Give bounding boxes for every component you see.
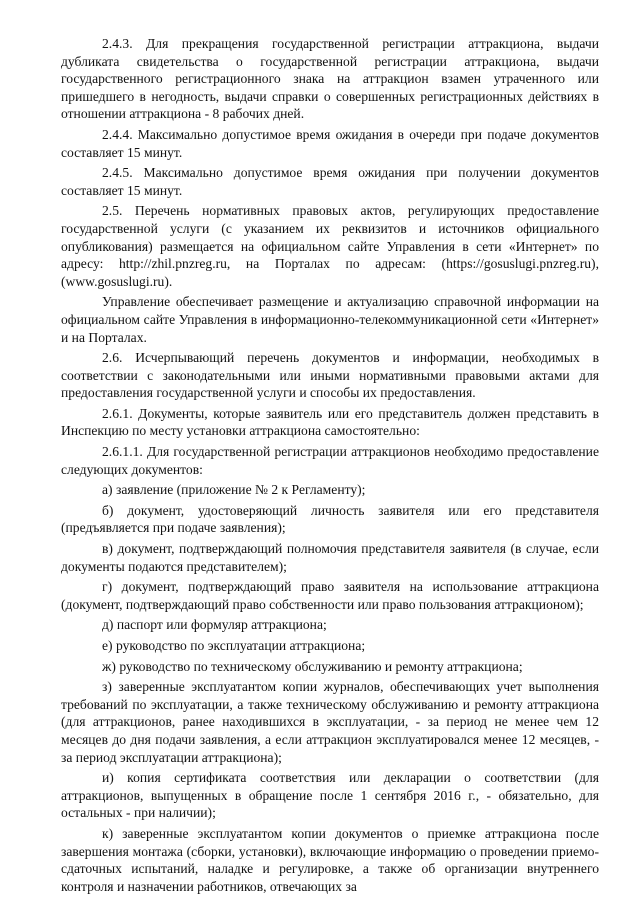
- list-item-zh: ж) руководство по техническому обслуживанию и ремонту аттракциона;: [102, 658, 523, 674]
- paragraph-2-6-1-1: 2.6.1.1. Для государственной регистрации аттракционов необходимо предоставление следующих документов:: [61, 444, 599, 477]
- list-item-g: г) документ, подтверждающий право заявителя на использование аттракциона (документ, подтверждающий право собственности или право пользования аттракционом);: [61, 579, 599, 612]
- paragraph-2-5: 2.5. Перечень нормативных правовых актов, регулирующих предоставление государственной услуги (с указанием их реквизитов и источников официального опубликования) размещается на официальном сайте Управления в сети «Интернет» по адресу: http://zhil.pnzreg.ru, на Порталах по адресам: (https://gosuslugi.pnzreg.ru), (www.gosuslugi.ru).: [61, 203, 599, 289]
- paragraph-2-4-5: 2.4.5. Максимально допустимое время ожидания при получении документов составляет 15 минут.: [61, 165, 599, 198]
- paragraph-management-info: Управление обеспечивает размещение и актуализацию справочной информации на официальном сайте Управления в информационно-телекоммуникационной сети «Интернет» и на Порталах.: [61, 294, 599, 345]
- list-item-d: д) паспорт или формуляр аттракциона;: [102, 617, 327, 633]
- list-item-z: з) заверенные эксплуатантом копии журналов, обеспечивающих учет выполнения требований по эксплуатации, а также техническому обслуживанию и ремонту аттракциона (для аттракционов, ранее находившихся в эксплуатации, - за период не менее чем 12 месяцев до дня подачи заявления, а если аттракцион эксплуатировался менее 12 месяцев, - за период эксплуатации аттракциона);: [61, 679, 599, 765]
- paragraph-2-4-3: 2.4.3. Для прекращения государственной регистрации аттракциона, выдачи дубликата свидетельства о государственной регистрации аттракциона, выдачи государственного регистрационного знака на аттракцион взамен утраченного или пришедшего в негодность, выдачи справки о совершенных регистрационных действиях в отношении аттракциона - 8 рабочих дней.: [61, 36, 599, 122]
- list-item-a: а) заявление (приложение № 2 к Регламенту);: [102, 482, 366, 498]
- list-item-e: е) руководство по эксплуатации аттракциона;: [102, 638, 366, 653]
- list-item-v: в) документ, подтверждающий полномочия представителя заявителя (в случае, если документы подаются представителем);: [61, 541, 599, 574]
- paragraph-2-6: 2.6. Исчерпывающий перечень документов и информации, необходимых в соответствии с законодательными или иными нормативными правовыми актами для предоставления государственной услуги и способы их предоставления.: [61, 350, 599, 401]
- paragraph-2-6-1: 2.6.1. Документы, которые заявитель или его представитель должен представить в Инспекцию по месту установки аттракциона самостоятельно:: [61, 405, 599, 439]
- list-item-k: к) заверенные эксплуатантом копии документов о приемке аттракциона после завершения монтажа (сборки, установки), включающие информацию о проведении приемо-сдаточных испытаний, наладке и регулировке, а также об организации внутреннего контроля и назначении работников, отвечающих за: [61, 825, 599, 894]
- document-body: [61, 35, 599, 898]
- list-item-i: и) копия сертификата соответствия или декларации о соответствии (для аттракционов, выпущенных в обращение после 1 сентября 2016 г., - обязательно, для остальных - при наличии);: [61, 770, 599, 821]
- paragraph-2-4-4: 2.4.4. Максимально допустимое время ожидания в очереди при подаче документов составляет 15 минут.: [61, 126, 599, 160]
- list-item-b: б) документ, удостоверяющий личность заявителя или его представителя (предъявляется при подаче заявления);: [61, 502, 599, 536]
